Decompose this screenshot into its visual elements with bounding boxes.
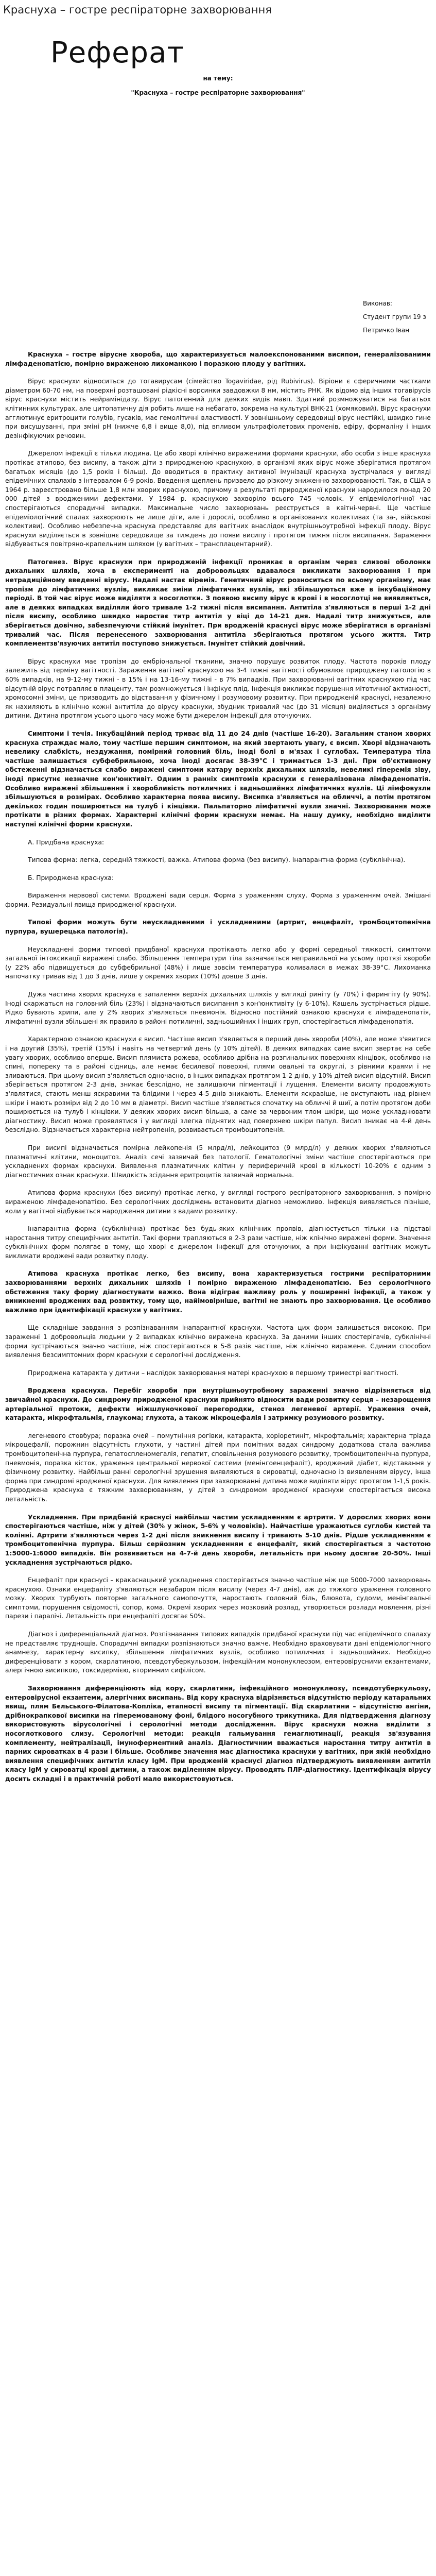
- paragraph: Енцефаліт при краснусі – кракаснацький ускладнення спостерігається значно частіше ніж ще 5000-7000 захворювань краснухою. Ознаки енцефаліту з'являються незабаром після висипу (через 4-7 днів), аж до тяжкого ураження головного мозку. Хворих турбують повторне загального самопочуття, наростають головний біль, блювота, судоми, менінгеальні симптоми, порушення свідомості, сопор, кома. Окремі хворих через мозковий розлад, утворюється розлади мовлення, різні парези і паралічі. Летальність при енцефаліті досягає 50%.: [5, 1577, 431, 1620]
- paragraph: Джерелом інфекції є тільки людина. Це або хворі клінічно вираженими формами краснухи, або особи з інше краснуха протікає атипово, без висипу, а також діти з природженою краснухою, в організмі яких вірус може зберігатися протягом багатьох місяців (до 1,5 років і більш). До вводиться в практику активної імунізації краснуха зустрічалася у вигляді епідемічних спалахів з інтервалом 6-9 років. Введення щеплень призвело до різкому зниженню захворюваності. Так, в США в 1964 р. зареєстровано більше 1,8 млн хворих краснухою, причому в результаті природженої краснухи народилося понад 20 000 дітей з вродженими дефектами. У 1984 р. краснухою захворіло всього 745 чоловік. У епідеміологічної час спостерігаються спорадичні випадки. Максимальне число захворювань реєструється в квітні-червні. Ще частіше епідеміологічний спалах захворюють не лише діти, але і дорослі, особливо в організованих колективах (та за-, військові колективи). Особливо небезпечна краснуха представляє для вагітних внаслідок внутрішньоутробної інфекції плоду. Вірус краснухи виділяється в зовнішнє середовище за тиждень до появи висипу і протягом тижня після висипання. Зараження відбувається повітряно-крапельним шляхом (у вагітних – трансплацентарний).: [5, 450, 431, 548]
- paragraph: Вираження нервової системи. Вроджені вади серця. Форма з ураженням слуху. Форма з ураженням очей. Змішані форми. Резидуальні явища природженої краснухи.: [5, 892, 431, 908]
- paragraph: Атипова краснуха протікає легко, без висипу, вона характеризується гострими респіраторними захворюваннями верхніх дихальних шляхів і помірно вираженою лімфаденопатією. Без серологічного обстеження таку форму діагностувати важко. Вона відіграє важливу роль у поширенні інфекції, а також у виникненні вроджених вад розвитку, тому що, найімовірніше, вагітні не знають про захворювання. Це особливо важливо при ідентифікації краснухи у вагітних.: [5, 1270, 431, 1314]
- paragraph: легеневого стовбура; поразка очей – помутніння рогівки, катаракта, хоріоретиніт, мікрофтальмія; характерна тріада мікроцефалії, порожнин відсутність глухоти, у частині дітей при помітних вадах синдрому додаткова стала важлива тромбоцитопенічна пурпура, гепатоспленомегалія, гепатит, сповільнення розумового розвитку, тромбоцитопенічна пурпура, пневмонія, поразка кісток, ураження центральної нервової системи (менінгоенцефаліт), вроджений діабет, відставання у фізичному розвитку. Найбільш ранні серологічні зрушення виявляються в сироватці, одночасно із виявленням вірусу, інша форма при синдромі вродженої краснухи. Для виявлення при захворюванні дитина може виділяти вірус протягом 1-1,5 років. Природжена краснуха є тяжким захворюванням, у дітей з синдромом вродженої краснухи спостерігається висока летальність.: [5, 1432, 431, 1503]
- paragraph: Інапарантна форма (субклінічна) протікає без будь-яких клінічних проявів, діагностується тільки на підставі наростання титру специфічних антитіл. Такі форми трапляються в 2-3 рази частіше, ніж клінічно виражені форми. Значення субклінічних форм полягає в тому, що хворі є джерелом інфекції для оточуючих, а при інфікуванні вагітних можуть викликати вроджені вади розвитку плоду.: [5, 1225, 431, 1260]
- paragraph: Діагноз і диференціальний діагноз. Розпізнавання типових випадків придбаної краснухи під час епідемічного спалаху не представляє труднощів. Спорадичні випадки розпізнаються значно важче. Необхідно враховувати дані епідеміологічного анамнезу, характерну висипку, збільшення лімфатичних вузлів, особливо потиличних і задньошийних. Необхідно диференціювати з кором, скарлатиною, псевдотуберкульозом, інфекційним мононуклеозом, ентеровірусними екзантемами, алергічною висипкою, токсидермією, вторинним сифілісом.: [5, 1631, 431, 1674]
- paragraph: Патогенез. Вірус краснухи при природженій інфекції проникає в організм через слизові оболонки дихальних шляхів, хоча в експерименті на добровольцях вдавалося викликати захворювання і при нетрадиційному введенні вірусу. Надалі настає віремія. Генетичний вірус розноситься по всьому організму, має тропізм до лімфатичних вузлів, викликає зміни лімфатичних вузлів, які збільшуються вже в інкубаційному періоді. В той час вірус може виділяти з носоглотки. З появою висипу вірус в крові і в носоглотці не виявляється, але в деяких випадках виділяли його тривале 1-2 тижні після висипання. Антитіла з'являються в перші 1-2 дні після висипу, особливо швидко наростає титр антитіл у віці до 14-21 дня. Надалі титр знижується, але зберігається довічно, забезпечуючи стійкий імунітет. При вродженій краснусі вірус може зберігатися в організмі тривалий час. Після перенесеного захворювання антитіла зберігаються протягом усього життя. Титр комплементзв'язуючих антитіл поступово знижується. Імунітет стійкий довічний.: [5, 558, 431, 648]
- paragraph: Захворювання диференціюють від кору, скарлатини, інфекційного мононуклеозу, псевдотуберкульозу, ентеровірусної екзантеми, алергічних висипань. Від кору краснуха відрізняється відсутністю періоду катаральних явищ, плям Бєльського-Філатова-Копліка, етапності висипу та пігментації. Від скарлатини – відсутністю ангіни, дрібнокрапкової висипки на гіперемованому фоні, блідого носогубного трикутника. Для підтвердження діагнозу використовують вірусологічні і серологічні методи дослідження. Вірус краснухи можна виділити з носоглоткового слизу. Серологічні методи: реакція гальмування гемаглютинації, реакція зв'язування комплементу, нейтралізації, імуноферментний аналіз. Діагностичним вважається наростання титру антитіл в парних сироватках в 4 рази і більше. Особливе значення має діагностика краснухи у вагітних, при якій необхідно виявлення специфічних антитіл класу IgM. При вродженій краснусі діагноз підтверджують виявленням антитіл класу IgM у сироватці крові дитини, а також виділенням вірусу. Проводять ПЛР-діагностику. Ідентифікація вірусу досить складні і в практичній роботі мало використовуються.: [5, 1685, 431, 1783]
- paragraph: Б. Природжена краснуха:: [28, 874, 114, 882]
- paragraph: При висипі відзначається помірна лейкопенія (5 млрд/л), лейкоцитоз (9 млрд/л) у деяких хворих з'являються плазматичні клітини, моноцитоз. Аналіз сечі зазвичай без патології. Гематологічні зміни частіше спостерігаються при ускладнених формах краснухи. Виявлення плазматичних клітин у периферичній крові в кількості 10-20% є одним з діагностичних ознак краснухи. Швидкість зсідання еритроцитів зазвичай нормальна.: [5, 1144, 431, 1179]
- paragraph: А. Придбана краснуха:: [28, 838, 104, 846]
- paragraph: Вроджена краснуха. Перебіг хвороби при внутрішньоутробному зараженні значно відрізняється від звичайної краснухи. До синдрому природженої краснухи прийнято відносити вади розвитку серця – незарощення артеріальної протоки, дефекти міжшлуночкової перегородки, стеноз легеневої артерії. Ураження очей, катаракта, мікрофтальмія, глаукома; глухота, а також мікроцефалія і затримку розумового розвитку.: [5, 1387, 431, 1422]
- paragraph: Ще складніше завдання з розпізнаванням інапарантної краснухи. Частота цих форм залишається високою. При зараженні 1 добровольців людьми у 2 випадках клінічно виражена краснуха. За даними інших спостерігачів, субклінічні форми зустрічаються значно частіше, ніж спостерігаються в 5-8 разів частіше, ніж клінічно виражене. Єдиним способом виявлення безсимптомних форм краснухи є серологічні дослідження.: [5, 1324, 431, 1359]
- paragraph: Характерною ознакою краснухи є висип. Частіше висип з'являється в перший день хвороби (40%), але може з'явитися і на другий (35%), третій (15%) і навіть на четвертий день (у 10% дітей). В деяких випадках саме висип звертає на себе увагу хворих, особливо вперше. Висип плямиста рожева, особливо дрібна на розгинальних поверхнях кінцівок, особливо на спині, попереку та в районі сідниць, але немає бесилевої поверхні, плями овальні та округлі, з рівними краями і не зливаються. При цьому висип з'являється одночасно, в інших випадках протягом 1-2 днів, у 10% дітей висип відсутній. Висип зберігається протягом 2-3 днів, зникає безслідно, не залишаючи пігментації і лущення. Елементи висипу продовжують з'являтися, стають менш яскравими та блідими і через 4-5 днів зникають. Елементи яскравіше, не виступають над рівнем шкіри і мають розміри від 2 до 10 мм в діаметрі. Висип частіше з'являється спочатку на обличчі й шиї, а потім протягом доби поширюється на тулуб і кінцівки. У деяких хворих висип більша, а саме за червоним тлом шкіри, що може ускладнювати діагностику. Висип може проявлятися і у вигляді злегка піднятих над поверхнею шкіри папул. Висип зникає на 4-й день безслідно. Відзначається характерна нейтропенія, розвивається тромбоцитопенія.: [5, 1036, 431, 1134]
- paragraph: Вірус краснухи відноситься до тогавирусам (сімейство Togaviridae, рід Rubivirus). Віріони є сферичними частками діаметром 60-70 нм, на поверхні розташовані рідкісні ворсинки завдовжки 8 нм, містить РНК. Як відомо від інших тогавірусів вірус краснухи містить нейрамінідазу. Вірус патогенний для деяких видів мавп. Здатний розмножуватися на багатьох клітинних культурах, але цитопатичну дія робить лише на небагато, зокрема на культурі BHK-21 (хомяковий). Вірус краснухи агглютинує еритроцити голубів, гусаків, має гемолітичні властивості. У зовнішньому середовищі вірус нестійкі, швидко гине при висушуванні, при зміні рН (нижче 6,8 і вище 8,0), під впливом ультрафіолетових променів, ефіру, формаліну і інших дезінфікуючих речовин.: [5, 378, 431, 439]
- document-body: [0, 35, 436, 1784]
- paragraph: Типові форми можуть бути неускладненими і ускладненими (артрит, енцефаліт, тромбоцитопенічна пурпура, вушерецька патологія).: [5, 919, 431, 936]
- author-line: Петричко Іван: [363, 327, 410, 334]
- paragraph: Симптоми і течія. Інкубаційний період триває від 11 до 24 днів (частіше 16-20). Загальним станом хворих краснуха страждає мало, тому частіше першим симптомом, на який звертають увагу, є висип. Хворі відзначають невелику слабкість, нездужання, помірний головний біль, іноді болі в м'язах і суглобах. Температура тіла частіше залишається субфебрильною, хоча іноді досягає 38-39°С і тримається 1-3 дні. При об'єктивному обстеженні відзначається слабо виражені симптоми катару верхніх дихальних шляхів, невеликі гіперемія зіву, іноді присутнє незначне кон'юнктивіт. Одним з ранніх симптомів краснухи є генералізована лімфаденопатія. Особливо виражені збільшення і хворобливість потиличних і задньошийних лімфатичних вузлів. Ці лімфовузли збільшуються в розмірах. Особливо характерна поява висипу. Висипка з'являється на обличчі, а потім протягом декількох годин поширюється на тулуб і кінцівки. Пальпаторно лімфатичні вузли значні. Захворювання може протікати в різних формах. Характерні клінічні форми краснухи немає. На нашу думку, необхідно виділити наступні клінічні форми краснухи.: [5, 730, 431, 828]
- paragraph: Типова форма: легка, середній тяжкості, важка. Атипова форма (без висипу). Інапарантна форма (субклінічна).: [28, 856, 406, 864]
- paragraph: Вірус краснухи має тропізм до ембріональної тканини, значно порушує розвиток плоду. Частота пороків плоду залежить від терміну вагітності. Зараження вагітної краснухою на 3-4 тижні вагітності обумовлює природжену патологію в 60% випадків, на 9-12-му тижні - в 15% і на 13-16-му тижні - в 7% випадків. При захворюванні вагітних краснухою під час відсутній вірус потрапляє в плаценту, там розмножується і інфікує плід. Інфекція викликає порушення мітотичної активності, хромосомні зміни, це призводить до відставання у фізичному і розумовому розвитку. При природженій краснусі, незалежно як нахиляють в клінічно кожні антитіла до вірусу краснухи, збудник тривалий час (до 31 місяця) виділяється з організму дитини. Дитина протягом усього цього часу може бути джерелом інфекції для оточуючих.: [5, 657, 431, 720]
- paragraph: Ускладнення. При придбаній краснусі найбільш частим ускладненням є артрити. У дорослих хворих вони спостерігаються частіше, ніж у дітей (30% у жінок, 5-6% у чоловіків). Найчастіше уражаються суглоби кистей та колінні. Артрити з'являються через 1-2 дні після зникнення висипу і тривають 5-10 днів. Рідше ускладненням є тромбоцитопенічна пурпура. Більш серйозним ускладненням є енцефаліт, який спостерігається з частотою 1:5000-1:6000 випадків. Він розвивається на 4-7-й день хвороби, летальність при ньому досягає 20-50%. Інші ускладнення зустрічаються рідко.: [5, 1513, 431, 1566]
- subtitle-for: на тему:: [203, 75, 233, 82]
- paragraph: Краснуха – гостре вірусне хвороба, що характеризується малоекспонованими висипом, генералізованими лімфаденопатією, помірно вираженою лихоманкою і поразкою плоду у вагітних.: [5, 351, 431, 367]
- author-line: Виконав:: [363, 300, 392, 307]
- author-line: Студент групи 19 з: [363, 313, 426, 320]
- paragraph: Неускладнені форми типової придбаної краснухи протікають легко або у формі середньої тяжкості, симптоми загальної інтоксикації виражені слабо. Збільшення температури тіла зазначається неправильної на усьому протязі хвороби (у 22% або підвищується до субфебрильної (48%) і лише зовсім температура коливалася в межах 38-39°С. Лихоманка напочатку тривав від 1 до 3 днів, лише у окремих хворих (10%) довше 3 днів.: [5, 945, 431, 980]
- essay-title: Реферат: [50, 36, 185, 70]
- subtitle-topic: "Краснуха – гостре респіраторне захворювання": [131, 89, 305, 96]
- paragraph: Природжена катаракта у дитини – наслідок захворювання матері краснухою в першому триместрі вагітності.: [28, 1369, 399, 1377]
- paragraph: Дужа частина хворих краснуха є запалення верхніх дихальних шляхів у вигляді риніту (у 70%) і фарингіту (у 90%). Іноді скаржаться на головний біль (23%) і відзначаються висипання з кон'юнктивіту (у 6-10%). Кашель зустрічається рідше. Рідко бувають хрипи, але у 2% хворих з'являється пневмонія. Відносно постійний ознакою краснухи є лімфаденопатія, лімфатичні вузли збільшені як правило в районі потиличні, задньошийних і інших груп, спостерігається лімфаденопатія.: [5, 991, 431, 1025]
- author-block: [363, 297, 431, 337]
- body-text: [5, 350, 431, 1784]
- paragraph: Атипова форма краснухи (без висипу) протікає легко, у вигляді гострого респіраторного захворювання, з помірно вираженою лімфаденопатією. Без серологічних досліджень встановити діагноз неможливо. Інфекція виявляється пізніше, коли у вагітної відбувається народження дитини з вадами розвитку.: [5, 1189, 431, 1215]
- page-title: Краснуха – гостре респіраторне захворювання: [3, 4, 272, 16]
